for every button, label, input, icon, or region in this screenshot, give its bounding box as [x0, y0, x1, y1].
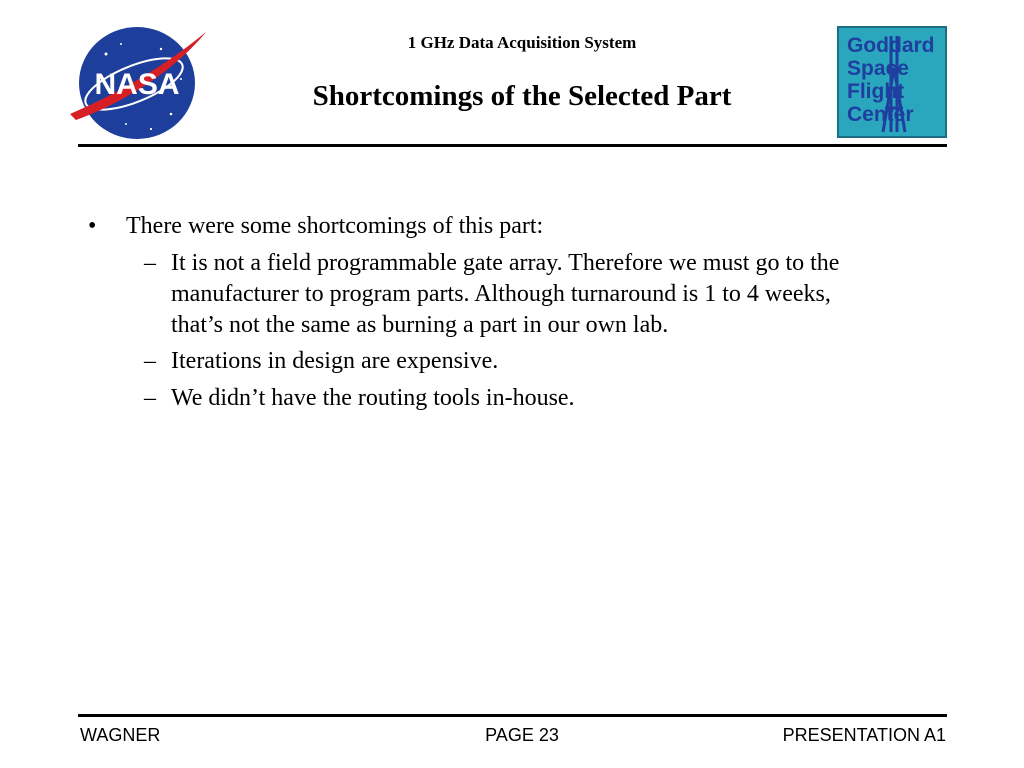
- gsfc-logo-word: Space: [847, 57, 909, 80]
- dash-icon: –: [144, 348, 156, 374]
- presentation-subtitle: 1 GHz Data Acquisition System: [407, 33, 637, 52]
- subitem-line: Iterations in design are expensive.: [171, 348, 499, 374]
- slide-title: Shortcomings of the Selected Part: [312, 80, 732, 112]
- footer-divider: [78, 714, 947, 717]
- subitem-line: manufacturer to program parts. Although turnaround is 1 to 4 weeks,: [171, 281, 831, 307]
- gsfc-logo-word: Flight: [847, 80, 905, 103]
- footer-presentation-id: PRESENTATION A1: [782, 725, 946, 745]
- gsfc-logo-word: Center: [847, 103, 914, 126]
- bullet-text: There were some shortcomings of this part:: [126, 213, 544, 239]
- bullet-icon: •: [88, 213, 97, 239]
- header-divider: [78, 144, 947, 147]
- gsfc-logo-word: Goddard: [847, 34, 935, 57]
- dash-icon: –: [144, 250, 156, 276]
- subitem-line: that’s not the same as burning a part in our own lab.: [171, 312, 669, 338]
- nasa-logo-text: NASA: [94, 68, 180, 101]
- gsfc-logo: [837, 26, 947, 138]
- dash-icon: –: [144, 385, 156, 411]
- footer-page-number: PAGE 23: [485, 725, 559, 745]
- subitem-line: We didn’t have the routing tools in-house.: [171, 385, 575, 411]
- footer-author: WAGNER: [80, 725, 161, 745]
- subitem-line: It is not a field programmable gate array. Therefore we must go to the: [171, 250, 840, 276]
